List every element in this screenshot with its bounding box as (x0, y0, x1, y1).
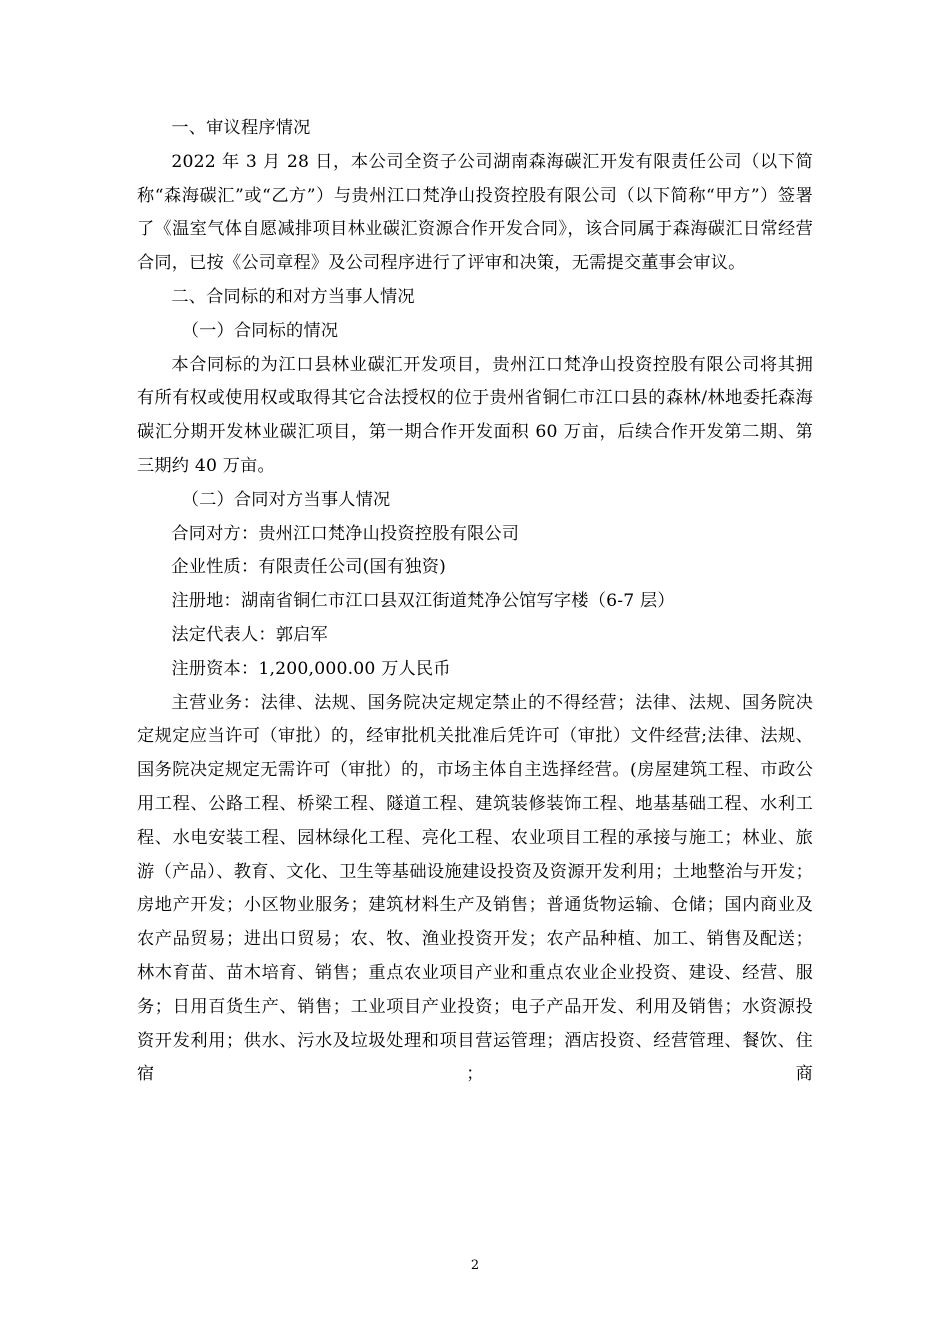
paragraph-contract-subject: 本合同标的为江口县林业碳汇开发项目，贵州江口梵净山投资控股有限公司将其拥有所有权或使用权或取得其它合法授权的位于贵州省铜仁市江口县的森林/林地委托森海碳汇分期开发林业碳汇项目，第一期合作开发面积 60 万亩，后续合作开发第二期、第三期约 40 万亩。 (137, 354, 813, 476)
enterprise-type: 企业性质：有限责任公司(国有独资) (171, 557, 447, 578)
paragraph-review-procedure: 2022 年 3 月 28 日，本公司全资子公司湖南森海碳汇开发有限责任公司（以下简称“森海碳汇”或“乙方”）与贵州江口梵净山投资控股有限公司（以下简称“甲方”）签署了《温室气体自愿减排项目林业碳汇资源合作开发合同》，该合同属于森海碳汇日常经营合同，已按《公司章程》及公司程序进行了评审和决策，无需提交董事会审议。 (137, 151, 813, 274)
counterparty-name: 合同对方：贵州江口梵净山投资控股有限公司 (171, 523, 520, 544)
subsection-heading-counterparty: （二）合同对方当事人情况 (181, 489, 391, 510)
legal-representative: 法定代表人：郭启军 (171, 624, 328, 645)
paragraph-main-business: 主营业务：法律、法规、国务院决定规定禁止的不得经营；法律、法规、国务院决定规定应当许可（审批）的，经审批机关批准后凭许可（审批）文件经营;法律、法规、国务院决定规定无需许可（审批）的，市场主体自主选择经营。(房屋建筑工程、市政公用工程、公路工程、桥梁工程、隧道工程、建筑装修装饰工程、地基基础工程、水利工程、水电安装工程、园林绿化工程、亮化工程、农业项目工程的承接与施工；林业、旅游（产品）、教育、文化、卫生等基础设施建设投资及资源开发利用；土地整治与开发；房地产开发；小区物业服务；建筑材料生产及销售；普通货物运输、仓储；国内商业及农产品贸易；进出口贸易；农、牧、渔业投资开发；农产品种植、加工、销售及配送；林木育苗、苗木培育、销售；重点农业项目产业和重点农业企业投资、建设、经营、服务；日用百货生产、销售；工业项目产业投资；电子产品开发、利用及销售；水资源投资开发利用；供水、污水及垃圾处理和项目营运管理；酒店投资、经营管理、餐饮、住宿；商 (137, 692, 813, 1085)
registered-capital: 注册资本：1,200,000.00 万人民币 (171, 658, 451, 679)
section-heading-contract-subject: 二、合同标的和对方当事人情况 (171, 286, 415, 307)
section-heading-review-procedure: 一、审议程序情况 (171, 118, 311, 138)
registered-address: 注册地：湖南省铜仁市江口县双江街道梵净公馆写字楼（6-7 层） (171, 591, 675, 612)
page-number: 2 (470, 1258, 480, 1273)
document-body (137, 112, 813, 1092)
subsection-heading-subject: （一）合同标的情况 (181, 320, 339, 341)
